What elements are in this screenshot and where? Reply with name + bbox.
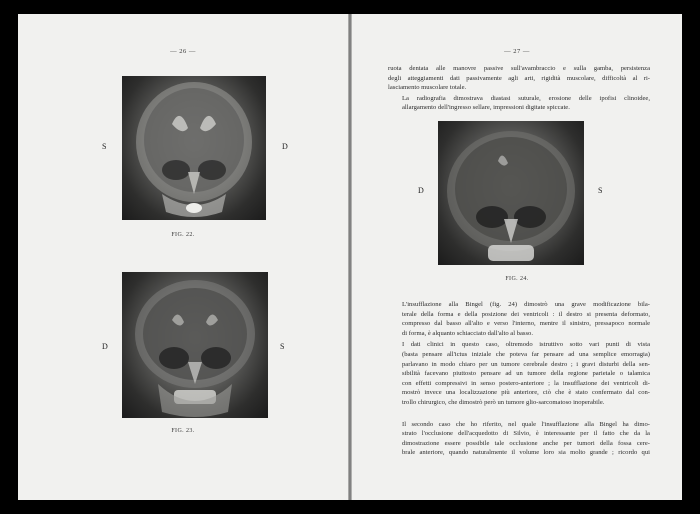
right-page — [352, 14, 682, 500]
text-line: brale anteriore, quando naturalmente il volume loro sia molto grande ; ricordo qui — [402, 449, 650, 457]
text-line: compresso dal basso all'alto e verso l'interno, mentre il sinistro, pressapoco normale — [402, 320, 650, 328]
figure-23-xray-image — [122, 272, 268, 418]
text-line: sibilità facevano piuttosto pensare ad un tumore della regione parietale o talamica — [402, 370, 650, 378]
figure-24-left-marker: D — [418, 186, 424, 195]
text-line: (basta pensare all'ictus iniziale che poteva far pensare ad una semplice emorragia) — [402, 350, 650, 358]
figure-22-right-marker: D — [282, 142, 288, 151]
figure-23-right-marker: S — [280, 342, 285, 351]
text-line: Il secondo caso che ho riferito, nel quale l'insufflazione alla Bingel ha dimo- — [402, 420, 650, 428]
page-number-left: — 26 — — [170, 48, 196, 55]
figure-22-left-marker: S — [102, 142, 107, 151]
text-line: di forma, è alquanto schiacciato dall'alto al basso. — [402, 329, 534, 337]
figure-24-right-marker: S — [598, 186, 603, 195]
paragraph-4 — [388, 340, 650, 407]
text-line: lasciamento muscolare totale. — [388, 84, 467, 92]
paragraph-3 — [388, 300, 650, 338]
figure-24-caption: FIG. 24. — [505, 276, 529, 282]
text-line: I dati clinici in questo caso, oltremodo istruttivo sotto vari punti di vista — [402, 341, 650, 349]
text-line: La radiografia dimostrava diastasi suturale, erosione delle ipofisi clinoidee, — [402, 94, 650, 102]
text-line: degli atteggiamenti dati passivamente agli arti, rigidità muscolare, difficoltà al ri- — [388, 74, 650, 82]
page-number-right: — 27 — — [504, 48, 530, 55]
text-line: parlavano in modo chiaro per un tumore cerebrale destro ; i gravi disturbi della sen- — [402, 360, 650, 368]
text-block-top — [388, 64, 650, 113]
text-line: ruota dentata alle manovre passive sull'avambraccio e sulla gamba, persistenza — [388, 65, 650, 72]
text-line: terale della forma e della posizione dei ventricoli : il destro si presenta deformato, — [402, 310, 650, 318]
figure-22-caption: FIG. 22. — [171, 232, 195, 238]
text-block-bottom — [388, 300, 650, 458]
paragraph-2 — [388, 94, 650, 113]
figure-23-left-marker: D — [102, 342, 108, 351]
left-page — [18, 14, 348, 500]
text-line: trollo chirurgico, che dimostrò però un tumore glio-sarcomatoso inoperabile. — [402, 398, 605, 406]
figure-23-caption: FIG. 23. — [171, 428, 195, 434]
text-line: allargamento dell'ingresso sellare, impressioni digitate spiccate. — [402, 104, 570, 112]
figure-24-xray-image — [438, 121, 584, 265]
paragraph-1 — [388, 64, 650, 93]
text-line: con effetti compressivi in senso postero-anteriore ; la insufflazione dei ventricoli di- — [402, 379, 650, 387]
text-line: mostrò invece una localizzazione più anteriore, ciò che è stato confermato dal con- — [402, 389, 650, 397]
text-line: dimostrazione essere possibile tale occlusione anche per tumori della fossa cere- — [402, 439, 650, 447]
figure-22-xray-image — [122, 76, 266, 220]
text-line: strato l'occlusione dell'acquedotto di Silvio, è interessante per il fatto che da la — [402, 430, 650, 438]
text-line: L'insufflazione alla Bingel (fig. 24) dimostrò una grave modificazione bila- — [402, 301, 650, 308]
paragraph-5 — [388, 420, 650, 458]
